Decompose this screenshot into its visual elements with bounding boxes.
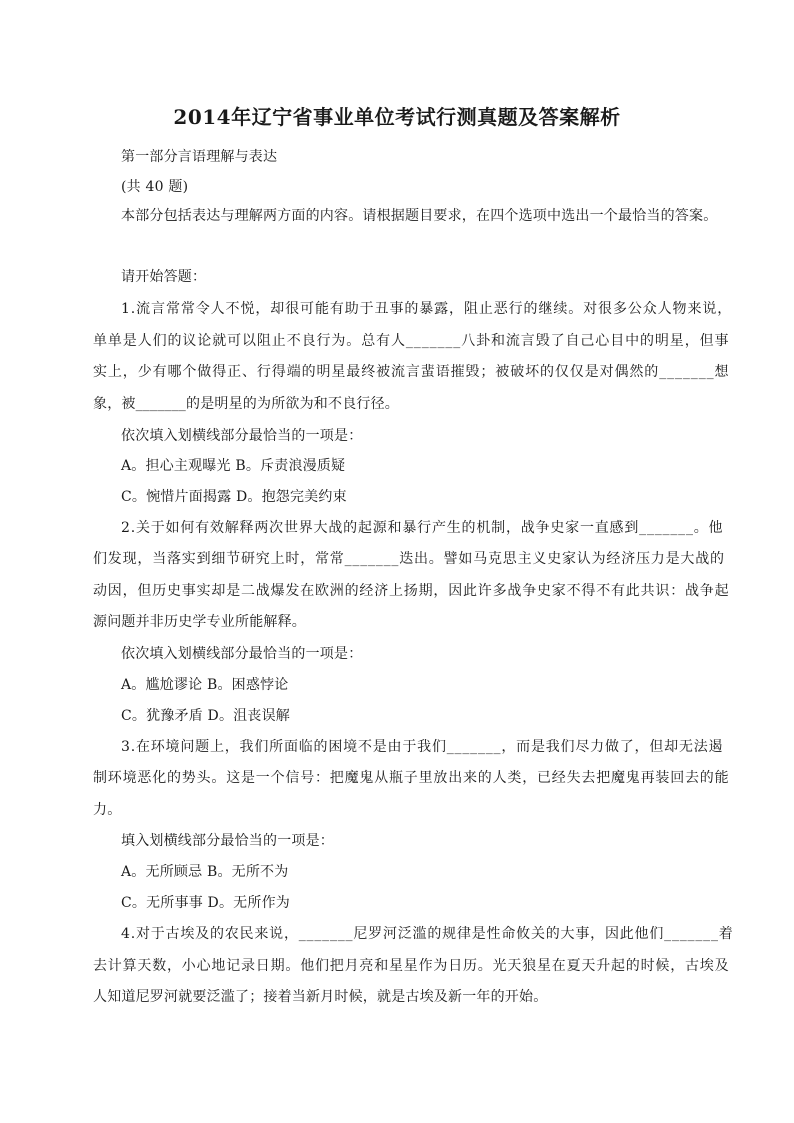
question-3-line-2: 制环境恶化的势头。这是一个信号：把魔鬼从瓶子里放出来的人类，已经失去把魔鬼再装回去的能 [93, 770, 730, 786]
question-2-options-cd: C。犹豫矛盾 D。沮丧误解 [121, 708, 290, 724]
question-3-prompt: 填入划横线部分最恰当的一项是： [121, 833, 334, 849]
question-3-options-ab: A。无所顾忌 B。无所不为 [121, 864, 289, 880]
question-2-options-ab: A。尴尬谬论 B。困惑悖论 [121, 677, 289, 693]
question-1-line-1: 1.流言常常令人不悦，却很可能有助于丑事的暴露，阻止恶行的继续。对很多公众人物来说， [121, 301, 733, 317]
instructions: 本部分包括表达与理解两方面的内容。请根据题目要求，在四个选项中选出一个最恰当的答案。 [121, 208, 718, 224]
question-2-line-4: 源问题并非历史学专业所能解释。 [93, 614, 306, 630]
start-prompt: 请开始答题： [121, 269, 207, 285]
question-3-line-1: 3.在环境问题上，我们所面临的困境不是由于我们_______，而是我们尽力做了，但却无法遏 [121, 739, 724, 755]
document-title: 2014年辽宁省事业单位考试行测真题及答案解析 [173, 105, 621, 129]
question-1-prompt: 依次填入划横线部分最恰当的一项是： [121, 428, 363, 444]
question-2-prompt: 依次填入划横线部分最恰当的一项是： [121, 646, 363, 662]
question-2-line-1: 2.关于如何有效解释两次世界大战的起源和暴行产生的机制，战争史家一直感到_______。他 [121, 520, 724, 536]
question-2-line-2: 们发现，当落实到细节研究上时，常常_______迭出。譬如马克思主义史家认为经济压力是大战的 [93, 551, 725, 567]
question-1-line-3: 实上，少有哪个做得正、行得端的明星最终被流言蜚语摧毁；被破坏的仅仅是对偶然的_______想 [93, 364, 730, 380]
question-4-line-1: 4.对于古埃及的农民来说，_______尼罗河泛滥的规律是性命攸关的大事，因此他们_______着 [121, 926, 734, 942]
question-3-options-cd: C。无所事事 D。无所作为 [121, 895, 290, 911]
question-1-line-2: 单单是人们的议论就可以阻止不良行为。总有人_______八卦和流言毁了自己心目中的明星，但事 [93, 333, 730, 349]
question-1-options-cd: C。惋惜片面揭露 D。抱怨完美约束 [121, 489, 347, 505]
question-4-line-3: 人知道尼罗河就要泛滥了；接着当新月时候，就是古埃及新一年的开始。 [93, 989, 548, 1005]
question-2-line-3: 动因，但历史事实却是二战爆发在欧洲的经济上扬期，因此许多战争史家不得不有此共识：战争起 [93, 583, 730, 599]
question-1-options-ab: A。担心主观曝光 B。斥责浪漫质疑 [121, 458, 346, 474]
section-title: 第一部分言语理解与表达 [121, 149, 278, 165]
question-count: (共 40 题) [121, 179, 189, 195]
question-4-line-2: 去计算天数，小心地记录日期。他们把月亮和星星作为日历。光天狼星在夏天升起的时候，古埃及 [93, 958, 730, 974]
question-1-line-4: 象，被_______的是明星的为所欲为和不良行径。 [93, 396, 399, 412]
question-3-line-3: 力。 [93, 802, 122, 818]
